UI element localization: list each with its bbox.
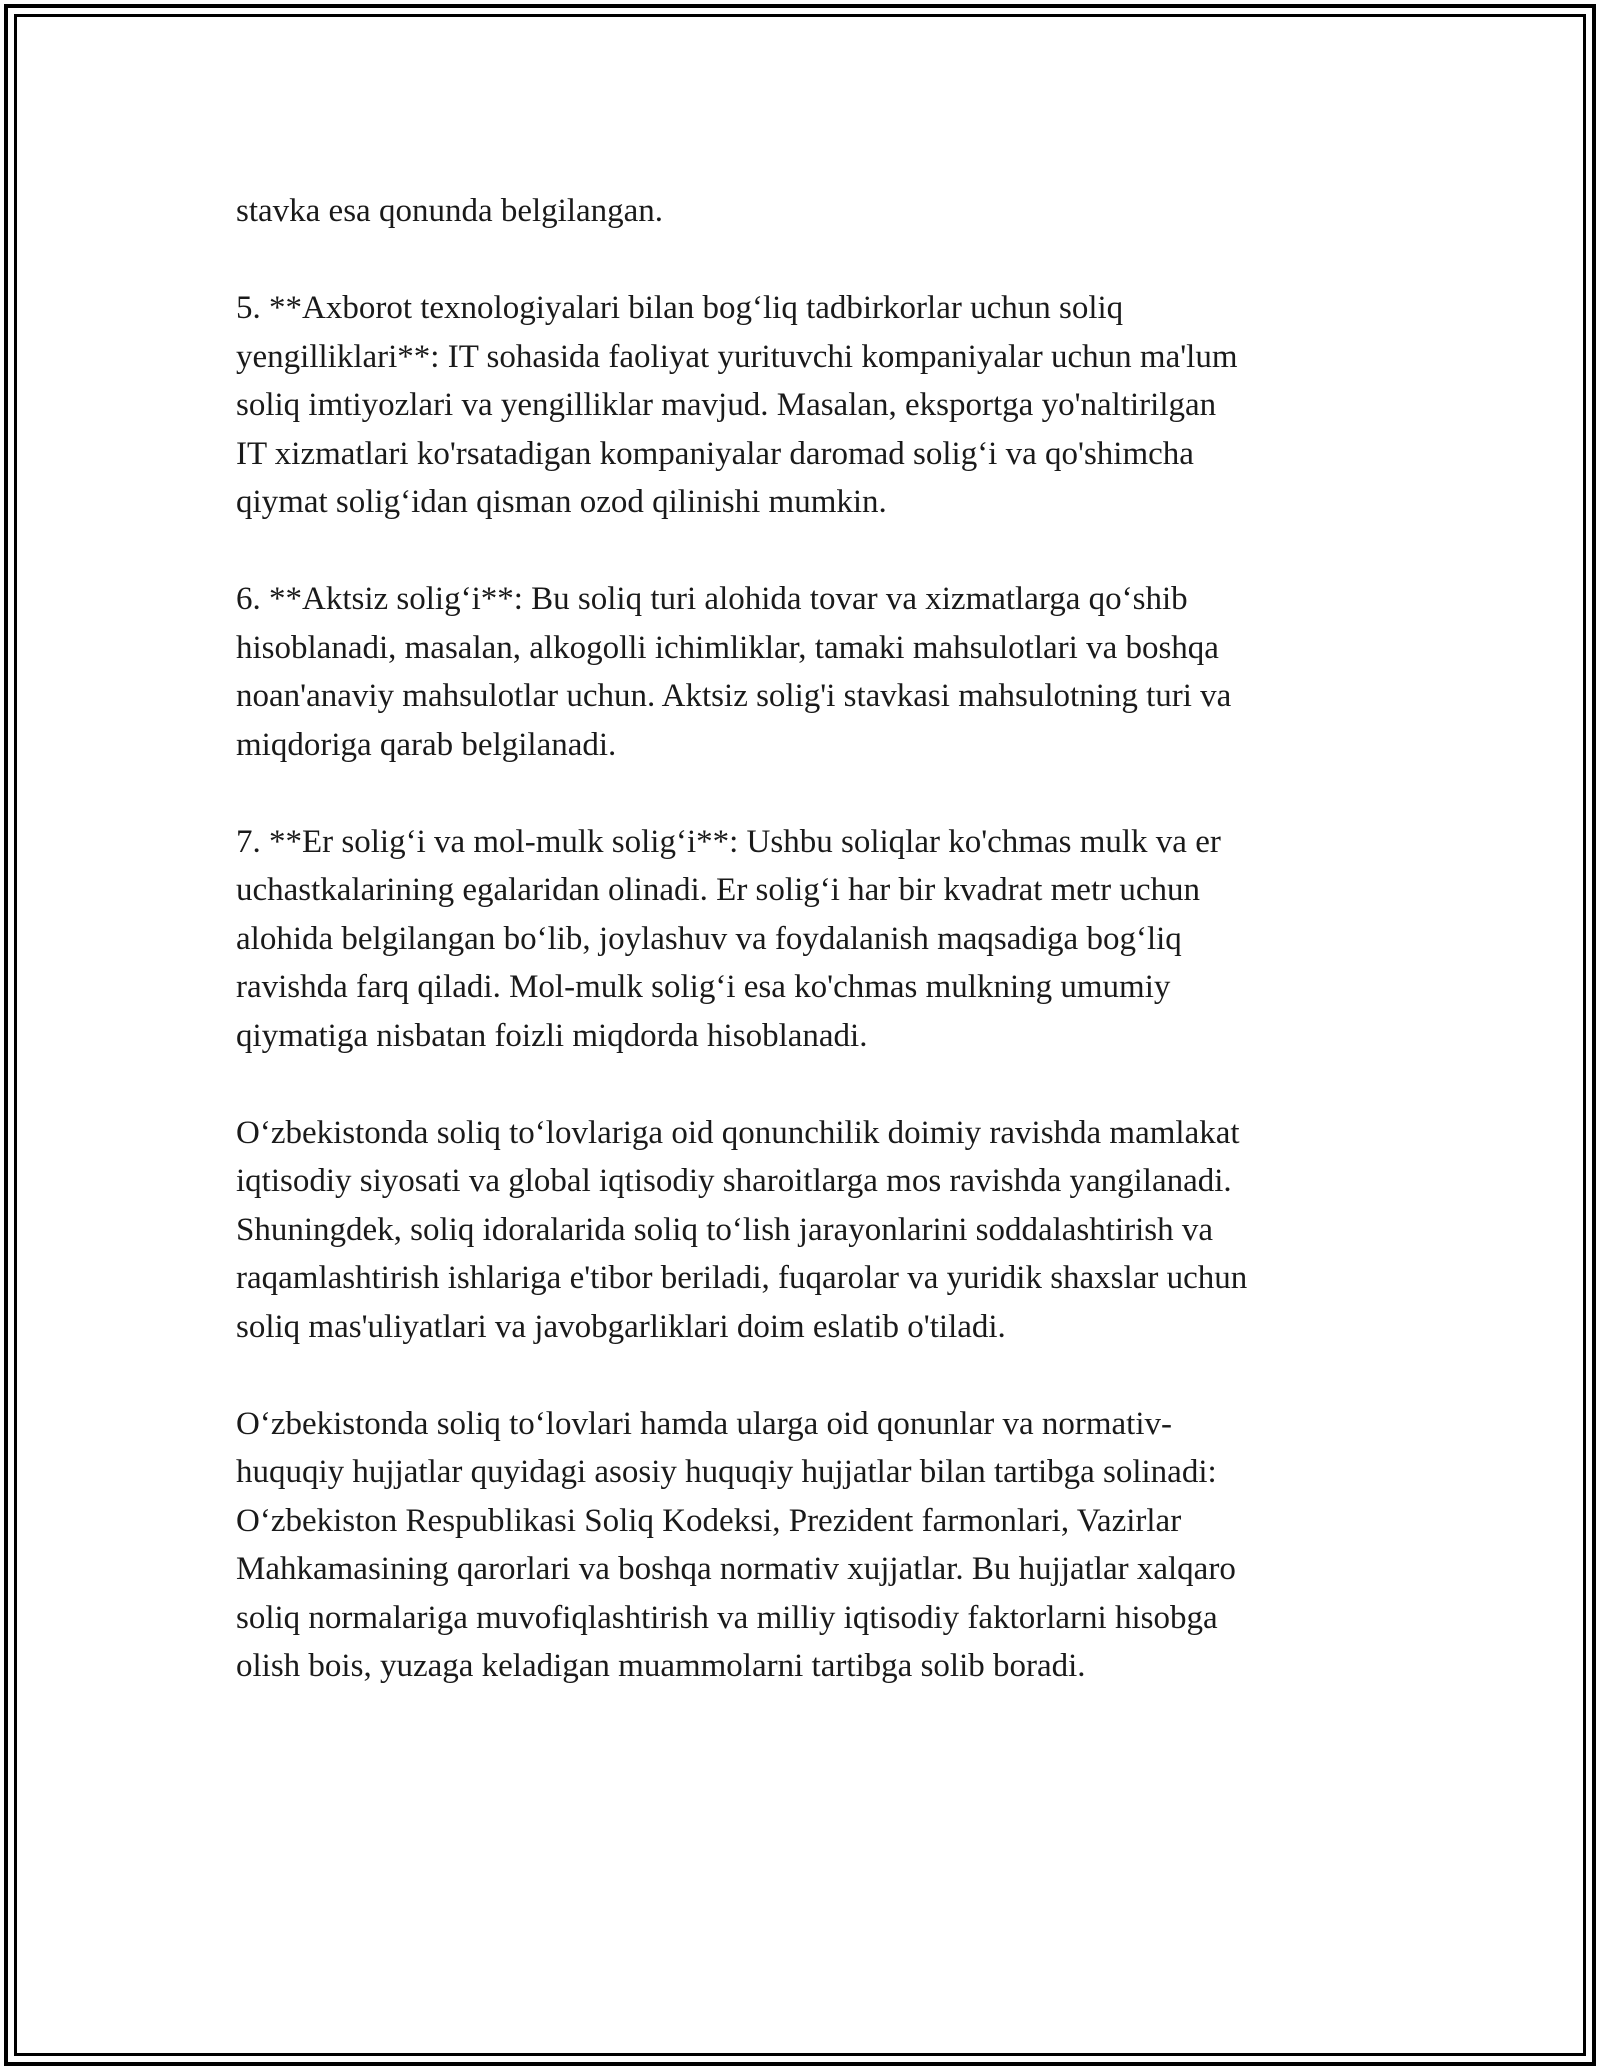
- text-line: qiymat solig‘idan qisman ozod qilinishi mumkin.: [236, 484, 887, 520]
- text-line: O‘zbekistonda soliq to‘lovlari hamda ularga oid qonunlar va normativ-: [236, 1405, 1172, 1442]
- text-line: yengilliklari**: IT sohasida faoliyat yurituvchi kompaniyalar uchun ma'lum: [236, 338, 1238, 375]
- paragraph-legal-framework: [236, 1400, 1376, 1691]
- paragraph-item-5-it-tax-relief: [236, 284, 1376, 527]
- text-line: O‘zbekiston Respublikasi Soliq Kodeksi, Prezident farmonlari, Vazirlar: [236, 1502, 1182, 1539]
- text-line: uchastkalarining egalaridan olinadi. Er solig‘i har bir kvadrat metr uchun: [236, 872, 1201, 908]
- text-line: 5. **Axborot texnologiyalari bilan bog‘liq tadbirkorlar uchun soliq: [236, 290, 1124, 326]
- text-line: O‘zbekistonda soliq to‘lovlariga oid qonunchilik doimiy ravishda mamlakat: [236, 1114, 1240, 1151]
- text-line: 6. **Aktsiz solig‘i**: Bu soliq turi alohida tovar va xizmatlarga qo‘shib: [236, 581, 1188, 617]
- text-line: olish bois, yuzaga keladigan muammolarni tartibga solib boradi.: [236, 1648, 1086, 1684]
- paragraph-legislation-updates: [236, 1109, 1376, 1352]
- text-line: Mahkamasining qarorlari va boshqa normativ xujjatlar. Bu hujjatlar xalqaro: [236, 1551, 1236, 1587]
- text-line: qiymatiga nisbatan foizli miqdorda hisoblanadi.: [236, 1017, 868, 1054]
- text-line: raqamlashtirish ishlariga e'tibor beriladi, fuqarolar va yuridik shaxslar uchun: [236, 1260, 1248, 1296]
- text-line: IT xizmatlari ko'rsatadigan kompaniyalar daromad solig‘i va qo'shimcha: [236, 435, 1194, 472]
- document-body: [236, 187, 1376, 1739]
- text-line: soliq imtiyozlari va yengilliklar mavjud. Masalan, eksportga yo'naltirilgan: [236, 387, 1217, 423]
- text-line: miqdoriga qarab belgilanadi.: [236, 726, 617, 763]
- text-line: iqtisodiy siyosati va global iqtisodiy sharoitlarga mos ravishda yangilanadi.: [236, 1163, 1232, 1199]
- paragraph-item-7-land-property-tax: [236, 818, 1376, 1061]
- text-line: huquqiy hujjatlar quyidagi asosiy huquqiy hujjatlar bilan tartibga solinadi:: [236, 1454, 1217, 1490]
- text-line: soliq mas'uliyatlari va javobgarliklari doim eslatib o'tiladi.: [236, 1308, 1006, 1345]
- text-line: 7. **Er solig‘i va mol-mulk solig‘i**: Ushbu soliqlar ko'chmas mulk va er: [236, 823, 1221, 860]
- text-line: Shuningdek, soliq idoralarida soliq to‘lish jarayonlarini soddalashtirish va: [236, 1211, 1214, 1248]
- text-line: ravishda farq qiladi. Mol-mulk solig‘i esa ko'chmas mulkning umumiy: [236, 969, 1171, 1005]
- text-line: alohida belgilangan bo‘lib, joylashuv va foydalanish maqsadiga bog‘liq: [236, 920, 1182, 957]
- text-line: soliq normalariga muvofiqlashtirish va milliy iqtisodiy faktorlarni hisobga: [236, 1599, 1218, 1636]
- paragraph-stavka-continuation: [236, 187, 1376, 236]
- text-line: noan'anaviy mahsulotlar uchun. Aktsiz solig'i stavkasi mahsulotning turi va: [236, 678, 1232, 714]
- text-line: stavka esa qonunda belgilangan.: [236, 193, 664, 229]
- paragraph-item-6-excise-tax: [236, 575, 1376, 769]
- text-line: hisoblanadi, masalan, alkogolli ichimliklar, tamaki mahsulotlari va boshqa: [236, 629, 1219, 666]
